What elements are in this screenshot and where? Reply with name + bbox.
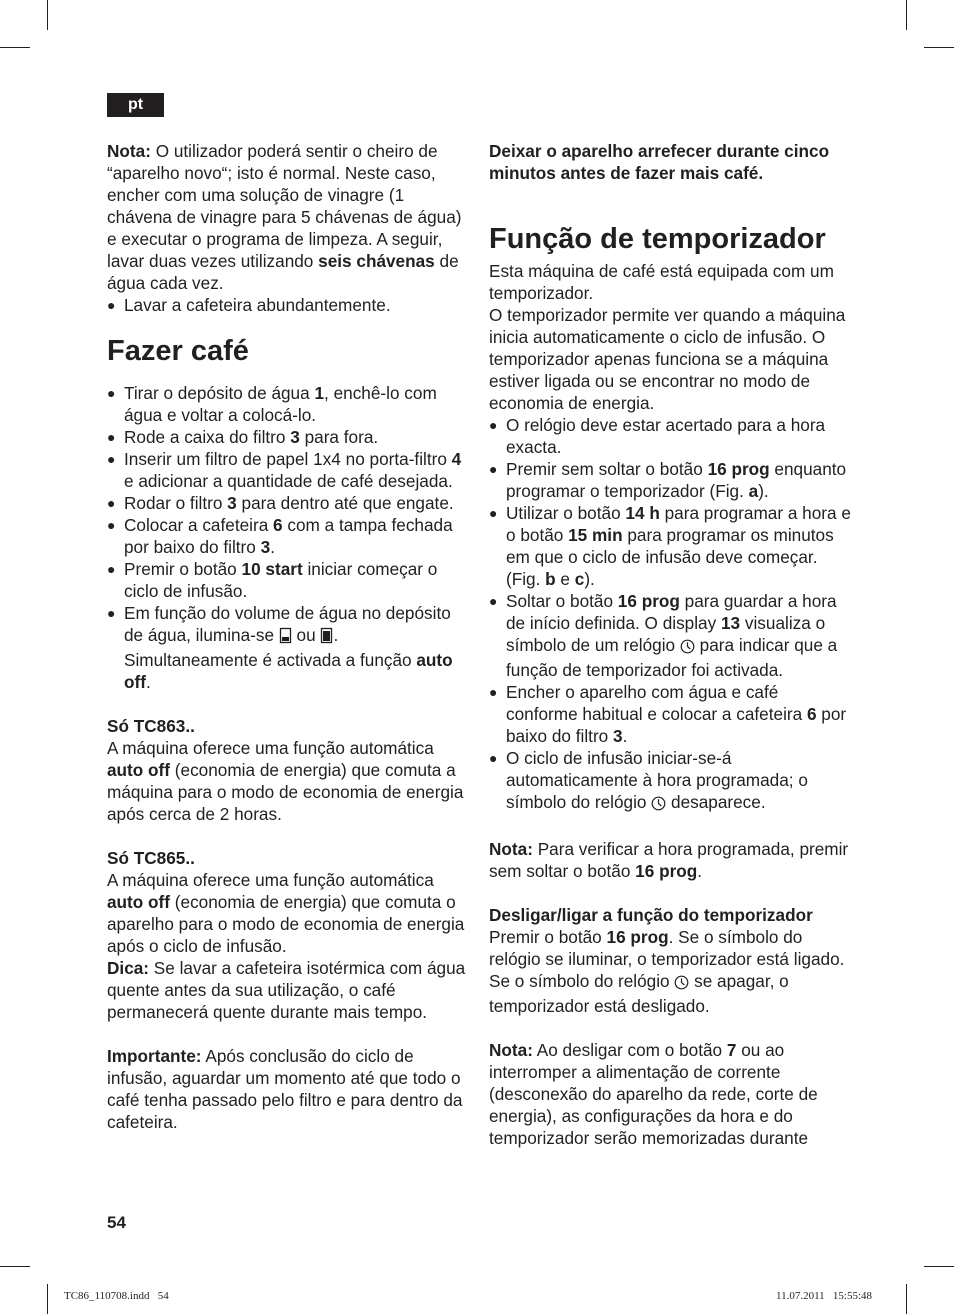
nota-check-paragraph: Nota: Para verificar a hora programada, premir sem soltar o botão 16 prog.: [489, 839, 849, 881]
intro-paragraph: Esta máquina de café está equipada com um temporizador.: [489, 261, 834, 303]
dica-paragraph: Dica: Se lavar a cafeteira isotérmica com água quente antes da sua utilização, o café permanecerá quente durante mais tempo.: [107, 958, 466, 1022]
timer-steps-list: [489, 414, 851, 816]
page-number: 54: [107, 1213, 126, 1232]
tc865-title: Só TC865..: [107, 848, 195, 868]
left-column: [107, 140, 469, 1133]
list-item: ● Premir o botão 10 start iniciar começar o ciclo de infusão.: [107, 558, 469, 602]
list-item: ● Rode a caixa do filtro 3 para fora.: [107, 426, 469, 448]
crop-mark: [47, 1284, 48, 1314]
crop-mark: [47, 0, 48, 30]
steps-list: [107, 382, 469, 693]
onoff-paragraph: Premir o botão 16 prog. Se o símbolo do relógio se iluminar, o temporizador está ligado. Se o símbolo do relógio se apagar, o temporizador está desligado.: [489, 927, 845, 1016]
list-item: ● Utilizar o botão 14 h para programar a hora e o botão 15 min para programar os minutos em que o ciclo de infusão deve começar. (Fig. b e c).: [489, 502, 851, 590]
list-item: ● Inserir um filtro de papel 1x4 no porta-filtro 4 e adicionar a quantidade de café desejada.: [107, 448, 469, 492]
crop-mark: [906, 1284, 907, 1314]
list-item: ● Em função do volume de água no depósito de água, ilumina-se ou . Simultaneamente é activada a função auto off.: [107, 602, 469, 693]
tc863-paragraph: A máquina oferece uma função automática auto off (economia de energia) que comuta a máquina para o modo de economia de energia após cerca de 2 horas.: [107, 738, 464, 824]
list-item: ● O ciclo de infusão iniciar-se-á automaticamente à hora programada; o símbolo do relógio desaparece.: [489, 747, 851, 816]
tc863-title: Só TC863..: [107, 716, 195, 736]
nota-paragraph: Nota: O utilizador poderá sentir o cheiro de “aparelho novo“; isto é normal. Neste caso, encher com uma solução de vinagre (1 chávena de vinagre para 5 chávenas de água) e executar o programa de limpeza. A seguir, lavar duas vezes utilizando seis chávenas de água cada vez.: [107, 141, 462, 293]
importante-paragraph: Importante: Após conclusão do ciclo de infusão, aguardar um momento até que todo o café tenha passado pelo filtro e para dentro da cafeteira.: [107, 1046, 463, 1132]
clock-icon: [680, 637, 695, 659]
nota-power-paragraph: Nota: Ao desligar com o botão 7 ou ao interromper a alimentação de corrente (desconexão do aparelho da rede, corte de energia), as configurações da hora e do temporizador serão memorizadas durante: [489, 1040, 818, 1148]
footer-timestamp: 11.07.2011 15:55:48: [776, 1290, 873, 1302]
list-item: ● Premir sem soltar o botão 16 prog enquanto programar o temporizador (Fig. a).: [489, 458, 851, 502]
list-item: ● Colocar a cafeteira 6 com a tampa fechada por baixo do filtro 3.: [107, 514, 469, 558]
list-item: ● Tirar o depósito de água 1, enchê-lo com água e voltar a colocá-lo.: [107, 382, 469, 426]
wash-bullet: ● Lavar a cafeteira abundantemente.: [107, 294, 469, 316]
large-jug-icon: [320, 627, 333, 649]
list-item: ● Soltar o botão 16 prog para guardar a hora de início definida. O display 13 visualiza o símbolo de um relógio para indicar que a função de temporizador foi activada.: [489, 590, 851, 681]
clock-icon: [651, 794, 666, 816]
cool-note: Deixar o aparelho arrefecer durante cinco minutos antes de fazer mais café.: [489, 141, 830, 183]
intro-paragraph: O temporizador permite ver quando a máquina inicia automaticamente o ciclo de infusão. O temporizador apenas funciona se a máquina estiver ligada ou se encontrar no modo de economia de energia.: [489, 305, 846, 413]
section-heading-fazer-cafe: Fazer café: [107, 335, 249, 367]
right-column: [489, 140, 851, 1149]
small-jug-icon: [279, 627, 292, 649]
crop-mark: [924, 47, 954, 48]
clock-icon: [674, 973, 689, 995]
crop-mark: [0, 1266, 30, 1267]
list-item: ● Rodar o filtro 3 para dentro até que engate.: [107, 492, 469, 514]
list-item: ● O relógio deve estar acertado para a hora exacta.: [489, 414, 851, 458]
footer-file-info: TC86_110708.indd 54: [64, 1290, 169, 1302]
tc865-paragraph: A máquina oferece uma função automática auto off (economia de energia) que comuta o aparelho para o modo de economia de energia após o ciclo de infusão.: [107, 870, 465, 956]
section-heading-temporizador: Função de temporizador: [489, 223, 826, 255]
crop-mark: [906, 0, 907, 30]
crop-mark: [0, 47, 30, 48]
crop-mark: [924, 1266, 954, 1267]
list-item: ● Encher o aparelho com água e café conforme habitual e colocar a cafeteira 6 por baixo do filtro 3.: [489, 681, 851, 747]
onoff-title: Desligar/ligar a função do temporizador: [489, 905, 813, 925]
language-tag: pt: [107, 93, 164, 117]
